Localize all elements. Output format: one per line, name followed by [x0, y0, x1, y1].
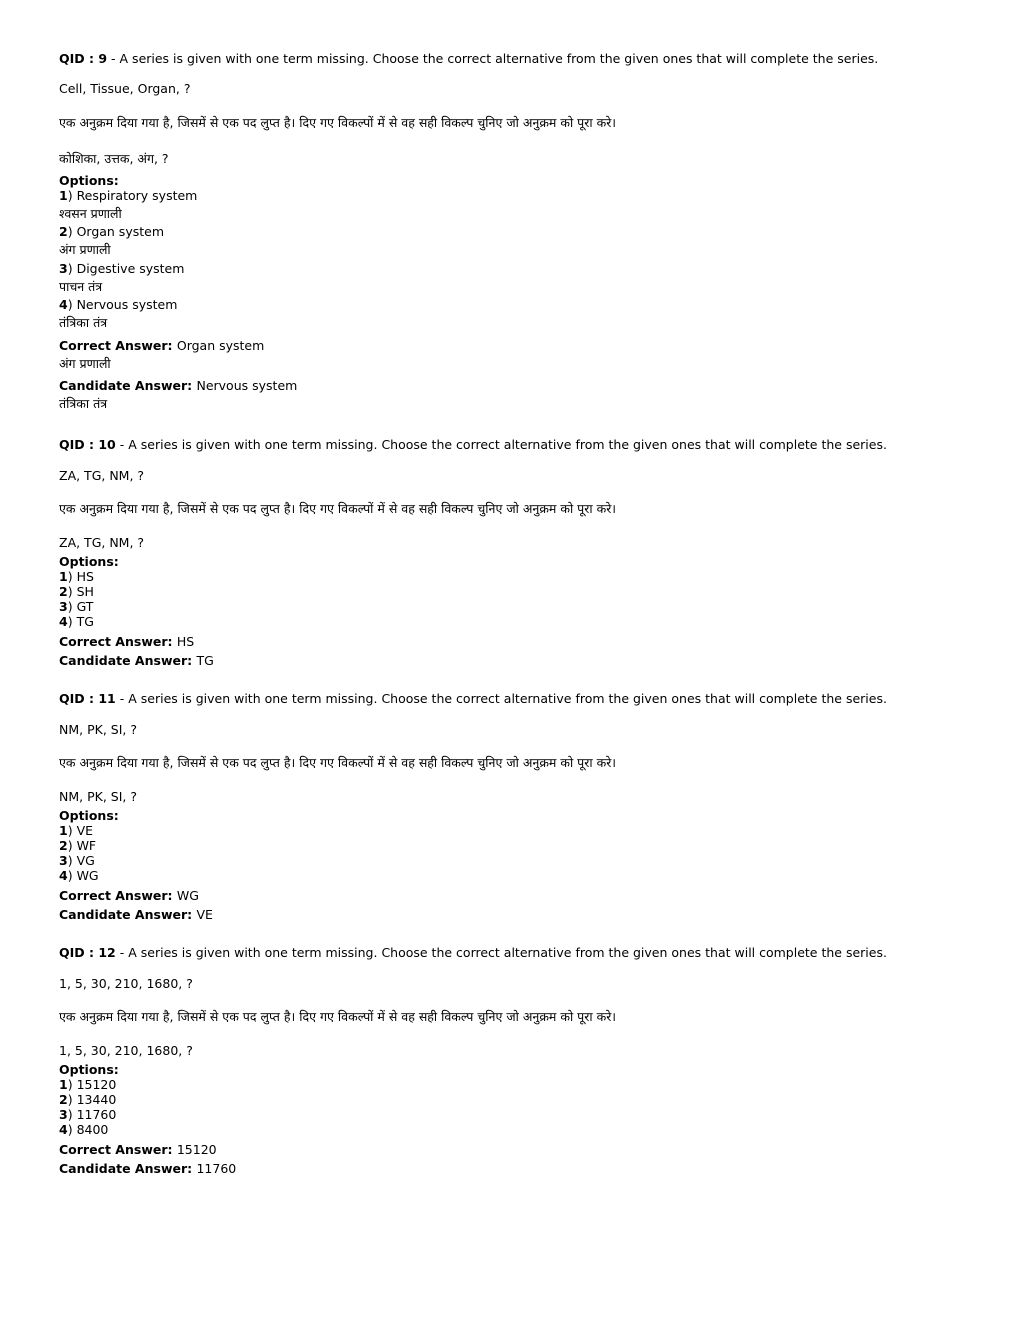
option-text-en: 15120	[76, 1077, 117, 1092]
correct-answer	[59, 1142, 217, 1158]
option-paren: )	[67, 1077, 77, 1092]
series-hi: 1, 5, 30, 210, 1680, ?	[59, 1043, 193, 1058]
correct-answer-value: 15120	[176, 1142, 217, 1157]
option-paren: )	[67, 614, 77, 629]
option-1	[59, 569, 94, 585]
option-1	[59, 823, 93, 839]
option-paren: )	[67, 224, 77, 239]
options-label: Options:	[59, 808, 119, 823]
option-number: 3	[59, 599, 68, 614]
instruction-hi: एक अनुक्रम दिया गया है, जिसमें से एक पद लुप्त है। दिए गए विकल्पों में से वह सही विकल्प चुनिए जो अनुक्रम को पूरा करे।	[59, 1009, 617, 1024]
option-text-en: 13440	[76, 1092, 117, 1107]
option-paren: )	[67, 838, 77, 853]
option-number: 4	[59, 297, 68, 312]
question-header	[59, 945, 887, 961]
correct-answer	[59, 634, 194, 650]
option-4	[59, 1122, 108, 1138]
separator: -	[115, 945, 129, 960]
correct-answer-label: Correct Answer:	[59, 338, 177, 353]
correct-answer-value: WG	[176, 888, 199, 903]
correct-answer-hi: अंग प्रणाली	[59, 356, 111, 371]
candidate-answer	[59, 907, 213, 923]
instruction-en: A series is given with one term missing. Choose the correct alternative from the given ones that will complete the series.	[128, 945, 887, 960]
option-paren: )	[67, 569, 77, 584]
option-number: 2	[59, 584, 68, 599]
candidate-answer	[59, 1161, 236, 1177]
qid-label: QID :	[59, 51, 99, 66]
option-number: 1	[59, 569, 68, 584]
series-en: 1, 5, 30, 210, 1680, ?	[59, 976, 193, 991]
option-paren: )	[67, 297, 77, 312]
candidate-answer	[59, 653, 214, 669]
option-number: 1	[59, 1077, 68, 1092]
option-paren: )	[67, 868, 77, 883]
candidate-answer-label: Candidate Answer:	[59, 653, 197, 668]
question-header	[59, 51, 878, 67]
option-text-en: GT	[76, 599, 94, 614]
option-paren: )	[67, 853, 77, 868]
candidate-answer-value: VE	[196, 907, 213, 922]
correct-answer	[59, 338, 264, 354]
option-paren: )	[67, 1107, 77, 1122]
candidate-answer-label: Candidate Answer:	[59, 1161, 197, 1176]
series-en: Cell, Tissue, Organ, ?	[59, 81, 191, 96]
series-en: ZA, TG, NM, ?	[59, 468, 145, 483]
option-number: 3	[59, 1107, 68, 1122]
separator: -	[107, 51, 120, 66]
question-header	[59, 691, 887, 707]
correct-answer-label: Correct Answer:	[59, 888, 177, 903]
option-text-en: Nervous system	[76, 297, 178, 312]
series-hi: ZA, TG, NM, ?	[59, 535, 145, 550]
option-paren: )	[67, 823, 77, 838]
option-text-en: WF	[76, 838, 97, 853]
option-text-en: SH	[76, 584, 94, 599]
option-4	[59, 868, 99, 884]
option-number: 1	[59, 188, 68, 203]
option-2	[59, 224, 164, 240]
series-hi: NM, PK, SI, ?	[59, 789, 137, 804]
candidate-answer-hi: तंत्रिका तंत्र	[59, 396, 108, 411]
correct-answer-value: Organ system	[176, 338, 265, 353]
option-2	[59, 1092, 116, 1108]
option-number: 2	[59, 838, 68, 853]
option-2	[59, 838, 96, 854]
option-text-en: VG	[76, 853, 95, 868]
candidate-answer-value: 11760	[196, 1161, 237, 1176]
instruction-hi: एक अनुक्रम दिया गया है, जिसमें से एक पद लुप्त है। दिए गए विकल्पों में से वह सही विकल्प चुनिए जो अनुक्रम को पूरा करे।	[59, 755, 617, 770]
option-number: 4	[59, 1122, 68, 1137]
option-paren: )	[67, 584, 77, 599]
option-number: 4	[59, 868, 68, 883]
option-4	[59, 297, 177, 313]
option-paren: )	[67, 261, 77, 276]
option-3	[59, 1107, 116, 1123]
option-4-hi: तंत्रिका तंत्र	[59, 315, 108, 330]
series-en: NM, PK, SI, ?	[59, 722, 137, 737]
option-3-hi: पाचन तंत्र	[59, 279, 103, 294]
instruction-hi: एक अनुक्रम दिया गया है, जिसमें से एक पद लुप्त है। दिए गए विकल्पों में से वह सही विकल्प चुनिए जो अनुक्रम को पूरा करे।	[59, 501, 617, 516]
instruction-hi: एक अनुक्रम दिया गया है, जिसमें से एक पद लुप्त है। दिए गए विकल्पों में से वह सही विकल्प चुनिए जो अनुक्रम को पूरा करे।	[59, 115, 617, 130]
options-label: Options:	[59, 173, 119, 188]
option-number: 3	[59, 261, 68, 276]
instruction-en: A series is given with one term missing. Choose the correct alternative from the given ones that will complete the series.	[119, 51, 879, 66]
option-paren: )	[67, 599, 77, 614]
instruction-en: A series is given with one term missing. Choose the correct alternative from the given ones that will complete the series.	[128, 691, 887, 706]
qid-number: 9	[98, 51, 108, 66]
options-label: Options:	[59, 554, 119, 569]
correct-answer-label: Correct Answer:	[59, 1142, 177, 1157]
option-number: 1	[59, 823, 68, 838]
qid-label: QID :	[59, 437, 99, 452]
option-3	[59, 261, 184, 277]
option-text-en: WG	[76, 868, 99, 883]
qid-number: 12	[98, 945, 116, 960]
option-1-hi: श्वसन प्रणाली	[59, 206, 122, 221]
option-2-hi: अंग प्रणाली	[59, 242, 111, 257]
option-text-en: TG	[76, 614, 94, 629]
correct-answer-label: Correct Answer:	[59, 634, 177, 649]
option-number: 2	[59, 224, 68, 239]
option-3	[59, 599, 93, 615]
candidate-answer-label: Candidate Answer:	[59, 907, 197, 922]
qid-number: 10	[98, 437, 116, 452]
option-paren: )	[67, 188, 77, 203]
option-text-en: VE	[76, 823, 94, 838]
option-paren: )	[67, 1092, 77, 1107]
option-1	[59, 1077, 116, 1093]
option-number: 2	[59, 1092, 68, 1107]
candidate-answer	[59, 378, 297, 394]
correct-answer	[59, 888, 199, 904]
separator: -	[115, 437, 129, 452]
candidate-answer-value: Nervous system	[196, 378, 298, 393]
option-text-en: Organ system	[76, 224, 165, 239]
candidate-answer-label: Candidate Answer:	[59, 378, 197, 393]
option-text-en: HS	[76, 569, 94, 584]
option-paren: )	[67, 1122, 77, 1137]
option-4	[59, 614, 94, 630]
option-text-en: 11760	[76, 1107, 117, 1122]
series-hi: कोशिका, उत्तक, अंग, ?	[59, 151, 169, 166]
option-text-en: Respiratory system	[76, 188, 198, 203]
question-header	[59, 437, 887, 453]
correct-answer-value: HS	[176, 634, 195, 649]
option-text-en: 8400	[76, 1122, 109, 1137]
qid-number: 11	[98, 691, 116, 706]
qid-label: QID :	[59, 691, 99, 706]
option-text-en: Digestive system	[76, 261, 185, 276]
option-3	[59, 853, 95, 869]
options-label: Options:	[59, 1062, 119, 1077]
instruction-en: A series is given with one term missing. Choose the correct alternative from the given ones that will complete the series.	[128, 437, 887, 452]
option-number: 4	[59, 614, 68, 629]
option-number: 3	[59, 853, 68, 868]
qid-label: QID :	[59, 945, 99, 960]
option-2	[59, 584, 94, 600]
option-1	[59, 188, 197, 204]
candidate-answer-value: TG	[196, 653, 214, 668]
separator: -	[115, 691, 129, 706]
